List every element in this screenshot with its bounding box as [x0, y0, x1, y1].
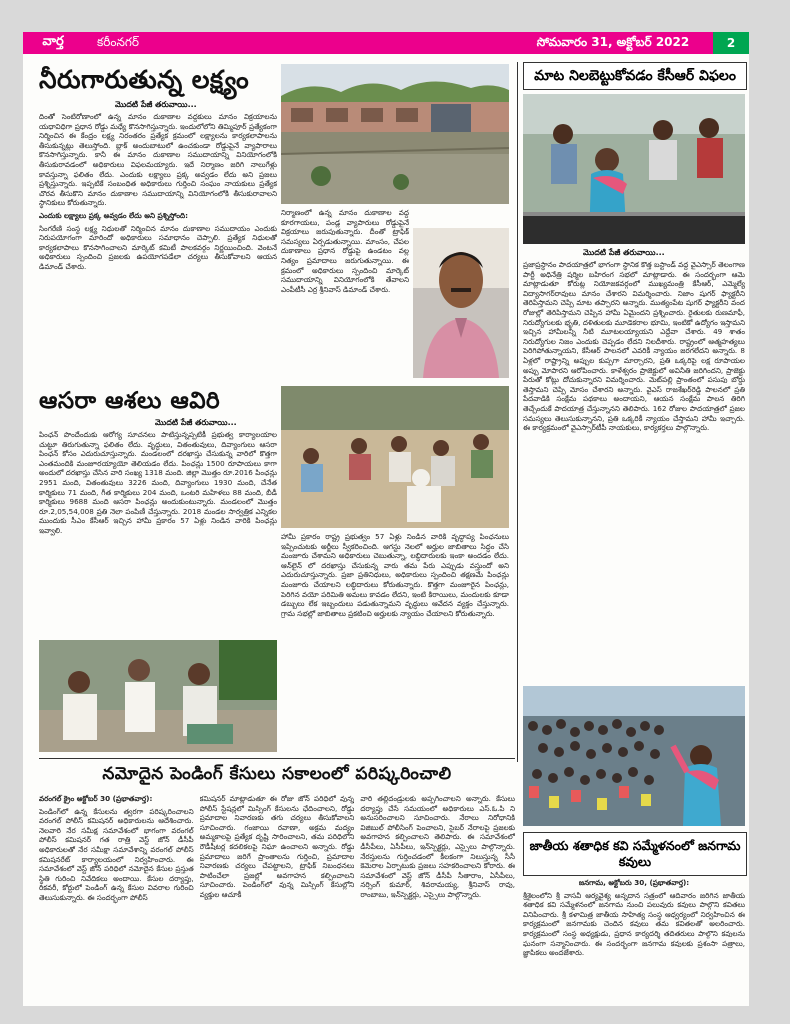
page-number: 2 [713, 32, 749, 54]
elderly-men-photo [39, 640, 277, 752]
story5-text: శ్రీశైలంలోని శ్రీ వాసవీ ఆర్యవైశ్య అన్నదాన సత్రంలో ఆదివారం జరిగిన జాతీయ శతాధిక కవి సమ్మేళనంలో జనగామ నుంచి పలువురు కవులు పాల్గొని కవితలు వినిపించారు. శ్రీ కళామిత్ర జాతీయ సాహిత్య సంస్థ ఆధ్వర్యంలో నిర్వహించిన ఈ కార్యక్రమంలో జనగామకు చెందిన కవులు తమ కవితలతో అలరించారు. కార్యక్రమంలో సంస్థ అధ్యక్షుడు, ప్రధాన కార్యదర్శి తదితరులు పాల్గొని కవులను ఘనంగా సన్మానించారు. ఈ సందర్భంగా జనగామ కవులకు ప్రశంసా పత్రాలు, జ్ఞాపికలు అందజేశారు. [523, 890, 745, 958]
story2-byline: మొదటి పేజీ తరువాయి... [155, 418, 237, 427]
story3-body: ప్రజాప్రస్థానం పాదయాత్రలో భాగంగా స్థానిక కొత్త బస్టాండ్ వద్ద వైఎస్సార్ తెలంగాణ పార్టీ అధినేత్రి షర్మిల బహిరంగ సభలో మాట్లాడారు. ఈ సందర్భంగా ఆమె మాట్లాడుతూ కోరుట్ల నియోజకవర్గంలో ముఖ్యమంత్రి కేసీఆర్, ఎమ్మెల్యే విద్యాసాగర్‌రావులు మానం చేశారని విమర్శించారు. నిజాం షుగర్ ఫ్యాక్టరీని తెరిపిస్తామని చెప్పి మాట తప్పారని అన్నారు. ముత్యంపేట షుగర్ ఫ్యాక్టరీని వంద రోజుల్లో తెరిపిస్తామని చెప్పిన హామీ ఏమైందని ప్రశ్నించారు. రైతులకు రుణమాఫీ, నిరుద్యోగులకు భృతి, దళితులకు మూడెకరాల భూమి, ఇంటికో ఉద్యోగం ఇస్తామని ఇచ్చిన హామీలన్నీ నీటి మూటలయ్యాయని ఎద్దేవా చేశారు. 49 శాతం నిరుద్యోగుల నిజం ఎందుకు చెప్పడం లేదని నిలదీశారు. రాష్ట్రంలో ఆత్మహత్యలు పెరిగిపోతున్నాయని, కేసీఆర్ పాలనలో ఎవరికీ న్యాయం జరగలేదని అన్నారు. 8 ఏళ్లలో రాష్ట్రాన్ని అప్పుల కుప్పగా మార్చారని, ప్రతి ఒక్కరిపై లక్ష రూపాయల అప్పు మోపారని ఆరోపించారు. కాళేశ్వరం ప్రాజెక్టులో అవినీతి జరిగిందని, ప్రాజెక్టు పేరుతో కోట్లు దోచుకున్నారని విమర్శించారు. మెట్‌పల్లి ప్రాంతంలో పసుపు బోర్డు తెస్తామని చెప్పి మోసం చేశారని అన్నారు. వైఎస్ రాజశేఖర్‌రెడ్డి పాలనలో ప్రతి పేదవాడికి సంక్షేమ పథకాలు అందాయని, ఆయన సంక్షేమ పాలన తిరిగి తెచ్చేందుకే పాదయాత్ర చేస్తున్నానని తెలిపారు. 162 రోజుల పాదయాత్రలో ప్రజల సమస్యలు తెలుసుకున్నానని, ప్రతి ఒక్కరికీ న్యాయం చేస్తామని హామీ ఇచ్చారు. ఈ కార్యక్రమంలో వైఎస్సార్‌టీపీ నాయకులు, కార్యకర్తలు పాల్గొన్నారు. [523, 260, 745, 433]
market-building-photo [281, 64, 509, 204]
story1-continued: నిర్మాణంలో ఉన్న మానం దుకాణాల వద్ద కూరగాయలు, పండ్ల వ్యాపారులు రోడ్డుపైనే విక్రయాలు జరుపుతున్నారు. దీంతో ట్రాఫిక్ సమస్యలు ఏర్పడుతున్నాయి. మాంసం, చేపల దుకాణాలు ప్రధాన రోడ్డుపై ఉండటం వల్ల నిత్యం ప్రమాదాలు జరుగుతున్నాయి. ఈ క్రమంలో అధికారులు స్పందించి మార్కెట్ సముదాయాన్ని వినియోగంలోకి తేవాలని ఎంపీటీసీ ఎర్ర శ్రీనివాస్ డిమాండ్ చేశారు. [281, 208, 409, 294]
story5-headline: జాతీయ శతాధిక కవి సమ్మేళనంలో జనగామ కవులు [523, 832, 747, 876]
story4-col3: వారి తల్లిదండ్రులకు అప్పగించాలని అన్నారు. కేసులు దర్యాప్తు చేసే సమయంలో అధికారులు ఎస్.ఓ.పి ని అనుసరించాలని సూచించారు. నేరాలు నిరోధానికి విజిబుల్ పోలీసింగ్ పెంచాలని, సైబర్ నేరాలపై ప్రజలకు అవగాహన కల్పించాలని తెలిపారు. ఈ సమావేశంలో డీసీపీలు, ఏసీపీలు, ఇన్‌స్పెక్టర్లు, ఎస్సైలు పాల్గొన్నారు. నేరస్తులను గుర్తించడంలో కీలకంగా నిలుస్తున్న సీసీ కెమెరాల ఏర్పాటుకు ప్రజలు సహకరించాలని కోరారు. ఈ సమావేశంలో వెస్ట్ జోన్ డీసీపీ సీతారాం, ఏసీపీలు, నర్సింగ్ కుమార్, శివరామయ్య, శ్రీనివాస్ రావు, రాంబాబు, ఇన్‌స్పెక్టర్లు, ఎస్సైలు పాల్గొన్నారు. [360, 794, 516, 899]
story4-col1-text: పెండింగ్‌లో ఉన్న కేసులను త్వరగా పరిష్కరించాలని వరంగల్ పోలీస్ కమిషనర్ అధికారులను ఆదేశించారు. నెలవారి నేర సమీక్ష సమావేశంలో భాగంగా వరంగల్ పోలీస్ కమిషనర్ గత రాత్రి వెస్ట్ జోన్ డీసీపీ అధికారులతో నేర సమీక్షా సమావేశాన్ని వరంగల్ పోలీస్ కమిషనరేట్ కార్యాలయంలో నిర్వహించారు. ఈ సమావేశంలో వెస్ట్ జోన్ పరిధిలో నమోదైన కేసుల ప్రస్తుత స్థితి గురించి నివేదికలు అందాయి. కేసుల దర్యాప్తు, రికవరీ, కోర్టులో పెండింగ్ ఉన్న కేసుల వివరాల గురించి తెలుసుకున్నారు. ఈ సందర్భంగా పోలీస్ [39, 806, 194, 902]
man-portrait-photo [413, 228, 509, 378]
paper-logo: వార్త [23, 32, 83, 54]
newspaper-page [23, 32, 749, 1006]
edition-city: కరీంనగర్ [83, 32, 513, 54]
story5-dateline: జనగామ, అక్టోబరు 30, (ప్రభాతవార్త): [578, 878, 690, 887]
story1-headline: నీరుగారుతున్న లక్ష్యం [39, 65, 250, 94]
story1-byline: మొదటి పేజీ తరువాయి... [115, 100, 197, 109]
story5-body [523, 878, 745, 1000]
masthead [23, 32, 749, 54]
story2-continued: హామీ ప్రకారం రాష్ట్ర ప్రభుత్వం 57 ఏళ్లు నిండిన వారికి వృద్ధాప్య పింఛనులు ఇప్పించుటకు అర్జీలు స్వీకరించింది. ఆగస్టు నెలలో అర్హుల జాబితాలు సిద్ధం చేసి మంజూరు చేశామని అధికారులు చెబుతున్నా, లబ్ధిదారులకు ఇంకా అందడం లేదు. ఆన్‌లైన్ లో దరఖాస్తు చేసుకున్న వారు తమ పేరు ఎప్పుడు వస్తుందో అని ఎదురుచూస్తున్నారు. ప్రజా ప్రతినిధులు, అధికారులు స్పందించి తక్షణమే పింఛన్లు మంజూరు చేయాలని లబ్ధిదారులు కోరుతున్నారు. కొత్తగా మంజూరైన పింఛన్లు, పెరిగిన వయో పరిమితి అమలు కావడం లేదని, ఇంటి కిరాయిలు, మందులకు కూడా డబ్బులు లేక ఇబ్బందులు పడుతున్నామని వృద్ధులు ఆవేదన వ్యక్తం చేస్తున్నారు. గ్రామ సభల్లో జాబితాలు ప్రకటించి అర్హులకు న్యాయం చేయాలని కోరుతున్నారు. [281, 532, 509, 618]
rally-stage-photo [523, 94, 745, 244]
crowd-rally-photo [523, 686, 745, 826]
column-divider [517, 62, 518, 762]
story3-headline: మాట నిలబెట్టుకోవడం కేసీఆర్ విఫలం [523, 62, 747, 90]
story4-col2: కమిషనర్ మాట్లాడుతూ ఈ రోజు జోన్ పరిధిలో వున్న పోలీస్ స్టేషన్లలో మిస్సింగ్ కేసులను ఛేదించాలని, రోడ్డు ప్రమాదాల నివారణకు తగు చర్యలు తీసుకోవాలని సూచించారు. గంజాయి రవాణా, అక్రమ మద్యం అమ్మకాలపై ప్రత్యేక దృష్టి సారించాలని, తమ పరిధిలోని రౌడీషీటర్ల కదలికలపై నిఘా ఉంచాలని అన్నారు. రోడ్డు ప్రమాదాలు జరిగే ప్రాంతాలను గుర్తించి, ప్రమాదాల నివారణకు చర్యలు చేపట్టాలని, ట్రాఫిక్ నిబంధనలు పాటించేలా ప్రజల్లో అవగాహన కల్పించాలని సూచించారు. పెండింగ్‌లో వున్న మిస్సింగ్ కేసుల్లోని వ్యక్తుల ఆచూకీ [199, 794, 355, 899]
story1-body [39, 112, 277, 380]
story4-columns [39, 794, 515, 999]
story1-para2: సింగరేణి సంస్థ లక్ష్య నిధులతో నిర్మించిన మానం దుకాణాల సముదాయం ఎందుకు నిరుపయోగంగా మారిందో అధికారులు సమాధానం చెప్పాలి. ప్రత్యేక నిధులతో కార్యకలాపాలు కొనసాగించాలని మార్కెట్ కమిటీ పాలకవర్గం నిర్ణయించింది. వెంటనే అధికారులు స్పందించి ప్రజలకు ఉపయోగపడేలా చర్యలు తీసుకోవాలని ఆయన డిమాండ్ చేశారు. [39, 223, 277, 271]
villagers-sitting-photo [281, 386, 509, 528]
story1-subhead: ఎందుకు లక్ష్యాలు ప్రక్క అవ్వడం లేదు అని ప్రశ్నిస్తోంది: [39, 210, 188, 220]
story3-byline: మొదటి పేజీ తరువాయి... [583, 248, 665, 257]
edition-date: సోమవారం 31, అక్టోబర్ 2022 [513, 32, 713, 54]
story4-headline: నమోదైన పెండింగ్ కేసులు సకాలంలో పరిష్కరించాలి [102, 764, 452, 784]
story2-body: పింఛన్ పొందేందుకు ఆరోగ్య సూచనలు పాటిస్తున్నప్పటికీ ప్రభుత్వ కార్యాలయాల చుట్టూ తిరుగుతున్నా ఫలితం లేదు. వృద్ధులు, వితంతువులు, దివ్యాంగులు ఆసరా పింఛన్ కోసం ఎదురుచూస్తున్నారు. మండలంలో దరఖాస్తు చేసుకున్న వారిలో కొత్తగా ఎంతమందికి మంజూరయ్యాయో తెలియడం లేదు. పింఛన్లు 1500 రూపాయలు కాగా అందులో దరఖాస్తు చేసిన వారి సంఖ్య 1318 మంది. జిల్లా మొత్తం రూ.2016 పింఛన్లు 2951 మంది, వితంతువులు 3226 మంది, దివ్యాంగులు 1930 మంది, చేనేత కార్మికులు 71 మంది, గీత కార్మికులు 204 మంది, ఒంటరి మహిళలు 88 మంది, బీడీ కార్మికులు 9688 మంది ఆసరా పింఛన్లు అందుకుంటున్నారు. మండలంలో మొత్తం రూ.2,05,54,008 ప్రతి నెలా పంపిణీ చేస్తున్నారు. 2018 మండల సార్వత్రిక ఎన్నికల ముందుకు సీఎం కేసీఆర్ ఇచ్చిన హామీ ప్రకారం 57 ఏళ్లు నిండిన వారికి పింఛన్లు ఇవ్వాలి. [39, 430, 277, 535]
section-divider [39, 758, 515, 759]
story2-headline: ఆసరా ఆశలు ఆవిరి [39, 388, 221, 414]
story1-para1: దింతో సెంటిరోణాంలో ఉన్న మానం దుకాణాల వద్దకులు మానం విక్రయాలను యధావిధిగా ప్రధాన రోడ్డు మధ్యే కొనసాగిస్తున్నారు. ఇందులోలోని తిమ్మిపూర్ ప్రత్యేకంగా నిర్మించిన ఈ కేంద్రం లక్ష్య నిరంతరం ప్రత్యేక క్రమంలో లక్ష్యాలను కార్యకలాపాలను తీసుకున్నట్లు తెలుస్తోంది. బ్లాక్ అందుబాటులో ఉంచకుండా రోడ్డుపైనే వ్యాపారాలు కొనసాగిస్తున్నారు. కానీ ఈ మానం దుకాణాల సముదాయాన్ని వినియోగంలోకి తీసుకురావడంలో అధికారులు విఫలమయ్యారు. ఇదే నిర్మాణం జరిగి నాలుగేళ్లు కావస్తున్నా ఫలితం లేదు. ఎందుకు లక్ష్యాలు ప్రక్క అవ్వడం లేదు అని ప్రజలు ప్రశ్నిస్తున్నారు. ఇప్పటికే సంబంధిత అధికారులు గుర్తించి సంఘం నాయకులు ప్రత్యేక చొరవ తీసుకొని మానం దుకాణాల సముదాయాన్ని వినియోగంలోకి తీసుకురావాలని స్థానికులు కోరుతున్నారు. [39, 112, 277, 208]
story4-dateline: వరంగల్ క్రైం అక్టోబర్ 30 (ప్రభాతవార్త): [39, 794, 153, 803]
story4-col1 [39, 794, 194, 999]
